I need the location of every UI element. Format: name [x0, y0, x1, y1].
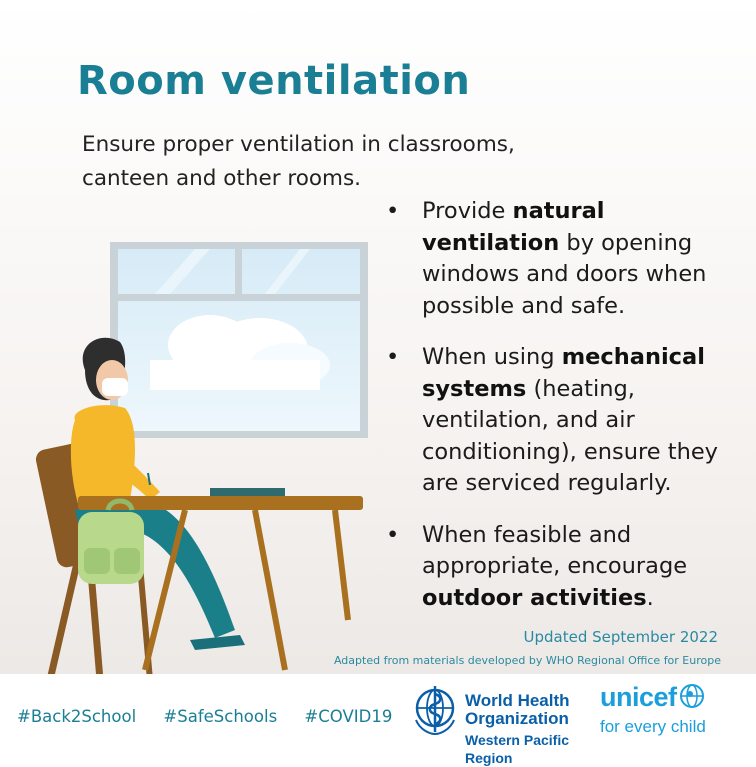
unicef-globe-icon [679, 683, 705, 709]
intro-text: Ensure proper ventilation in classrooms, canteen and other rooms. [82, 132, 515, 191]
bullet-item: • When feasible and appropriate, encourage outdoor activities. [386, 521, 688, 611]
footer [0, 674, 756, 766]
bullet-symbol: • [386, 198, 400, 224]
who-logo [410, 682, 580, 766]
unicef-logo [600, 682, 706, 737]
bullet-item: • When using mechanical systems (heating, ventilation, and air conditioning), ensure they are serviced regularly. [386, 344, 718, 496]
who-region: Western Pacific Region [465, 732, 570, 766]
bullet-list [384, 196, 744, 634]
unicef-tagline: for every child [600, 717, 706, 736]
bullet-symbol: • [386, 344, 400, 370]
bullet-item: • Provide natural ventilation by opening windows and doors when possible and safe. [386, 198, 707, 319]
hashtags [17, 707, 404, 726]
hashtag: #SafeSchools [163, 707, 278, 726]
window-illustration [110, 242, 368, 438]
who-emblem-icon [410, 682, 460, 736]
bullet-emphasis: natural ventilation [422, 198, 605, 256]
backpack-illustration [78, 501, 144, 584]
bullet-emphasis: outdoor activities [422, 584, 647, 611]
unicef-name: unicef [600, 682, 677, 712]
adapted-credit: Adapted from materials developed by WHO Regional Office for Europe [333, 654, 721, 667]
who-name-line1: World Health [465, 691, 570, 710]
classroom-illustration [30, 230, 380, 680]
hashtag: #COVID19 [304, 707, 393, 726]
updated-date: Updated September 2022 [523, 628, 718, 646]
bullet-emphasis: mechanical systems [422, 344, 705, 402]
bullet-symbol: • [386, 521, 400, 548]
hashtag: #Back2School [17, 707, 137, 726]
who-name-line2: Organization [465, 709, 569, 728]
page-title: Room ventilation [77, 58, 471, 104]
